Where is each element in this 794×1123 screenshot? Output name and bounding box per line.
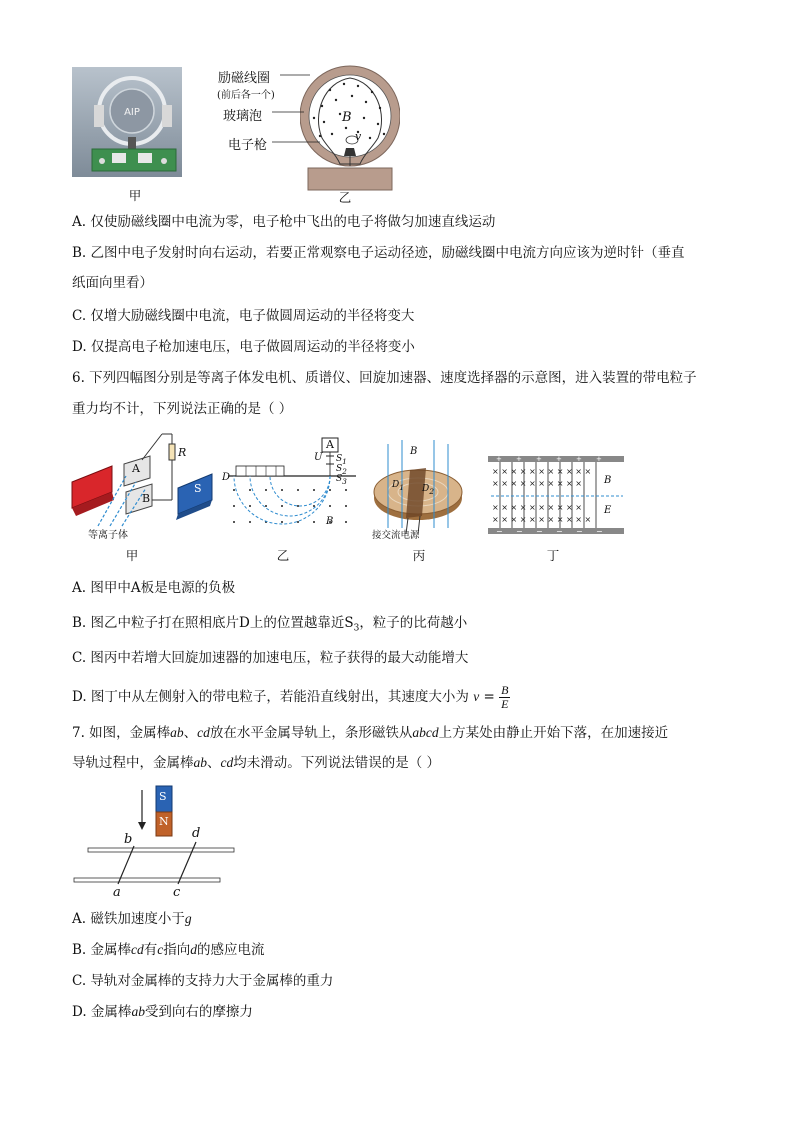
q6-option-c: C. 图丙中若增大回旋加速器的加速电压，粒子获得的最大动能增大 [72,650,469,666]
q7-option-c: C. 导轨对金属棒的支持力大于金属棒的重力 [72,973,334,989]
fig-velocity-selector [486,454,626,536]
q6-option-a: A. 图甲中A板是电源的负极 [72,580,236,596]
rod-label-b: b [124,832,133,847]
caption-jia: 甲 [125,548,139,563]
q5-option-b-cont: 纸面向里看） [72,275,153,291]
svg-text:AIP: AIP [124,107,140,118]
leader-lines-top [270,70,330,150]
caption-jia-top: 甲 [128,188,142,203]
q5-option-d: D. 仅提高电子枪加速电压，电子做圆周运动的半径将变小 [72,339,415,355]
photo-apparatus [72,67,182,177]
q6-stem-line2: 重力均不计，下列说法正确的是（ ） [72,401,293,417]
mass-label-A: A [326,438,334,451]
svg-text:−: − [496,527,503,536]
svg-text:−: − [596,527,603,536]
svg-text:−: − [516,527,523,536]
cyc-label-D2: $D_2$ [422,484,434,496]
fig-cyclotron [368,438,468,538]
svg-text:+: + [576,455,582,463]
q5-option-a: A. 仅使励磁线圈中电流为零，电子枪中飞出的电子将做匀加速直线运动 [72,214,496,230]
q7-option-a: A. 磁铁加速度小于g [72,911,192,927]
rod-label-c: c [173,885,181,900]
label-bulb: 玻璃泡 [223,109,263,124]
mass-label-D: D [222,472,231,483]
svg-text:+: + [536,455,542,463]
vs-label-E: E [604,505,612,516]
fig-mass-spectrometer [222,432,362,542]
q5-option-b: B. 乙图中电子发射时向右运动，若要正常观察电子运动径迹，励磁线圈中电流方向应该为逆时针（垂直 [72,245,685,261]
label-gun: 电子枪 [228,138,268,153]
label-coil: 励磁线圈 [218,71,271,86]
mass-label-U: U [314,452,323,463]
cyc-label-D1: $D_1$ [392,480,404,492]
label-coil-note: (前后各一个) [217,90,275,101]
q6-option-d: D. 图丁中从左侧射入的带电粒子，若能沿直线射出，其速度大小为 v = $\frac{B}{E}$ [72,683,509,711]
caption-yi: 乙 [276,548,290,563]
q5-option-c: C. 仅增大励磁线圈中电流，电子做圆周运动的半径将变大 [72,308,415,324]
plasma-label-A: A [132,462,140,475]
svg-text:+: + [596,455,602,463]
svg-text:+: + [556,455,562,463]
svg-text:−: − [556,527,563,536]
mass-label-S1: $S_1$ [336,454,347,466]
svg-text:× × × × × × × × × ×: × × × × × × × × × × [492,503,582,512]
svg-text:× × × × × × × × × × ×: × × × × × × × × × × × [492,515,592,524]
label-v: v [355,130,362,143]
q7-stem-line2: 导轨过程中，金属棒ab、cd均未滑动。下列说法错误的是（ ） [72,755,441,771]
label-B-field: B [342,110,352,125]
fraction-B-over-E: $\frac{B}{E}$ [501,683,509,711]
cyc-label-ac: 接交流电源 [372,530,420,541]
cyc-label-B: B [410,446,418,457]
fig-magnet-rails [72,782,242,900]
vs-label-B: B [604,475,612,486]
q6-stem-line1: 6. 下列四幅图分别是等离子体发电机、质谱仪、回旋加速器、速度选择器的示意图，进入装置的带电粒子 [72,370,697,386]
svg-text:−: − [576,527,583,536]
q7-option-b: B. 金属棒cd有c指向d的感应电流 [72,942,265,958]
svg-text:+: + [516,455,522,463]
caption-ding: 丁 [546,548,560,563]
mass-label-S2: $S_2$ [336,464,347,476]
plasma-label-R: R [178,446,187,459]
svg-text:−: − [536,527,543,536]
caption-yi-top: 乙 [338,190,352,205]
rod-label-d: d [192,826,201,841]
plasma-label-plasma: 等离子体 [88,530,128,541]
svg-text:× × × × × × × × × × ×: × × × × × × × × × × × [492,467,592,476]
mass-label-B: B [326,516,334,527]
rod-label-a: a [113,885,121,900]
mass-label-S3: $S_3$ [336,474,347,486]
plasma-label-B: B [142,492,151,505]
q7-stem-line1: 7. 如图，金属棒ab、cd放在水平金属导轨上，条形磁铁从abcd上方某处由静止开始下落，在加速接近 [72,725,669,741]
magnet-label-N: N [159,815,169,828]
svg-text:+: + [496,455,502,463]
svg-text:× × × × × × × × × ×: × × × × × × × × × × [492,479,582,488]
plasma-label-S: S [194,482,202,495]
magnet-label-S: S [159,790,167,803]
q6-option-b: B. 图乙中粒子打在照相底片D上的位置越靠近$S_3$，粒子的比荷越小 [72,615,468,634]
q7-option-d: D. 金属棒ab受到向右的摩擦力 [72,1004,253,1020]
caption-bing: 丙 [412,548,426,563]
